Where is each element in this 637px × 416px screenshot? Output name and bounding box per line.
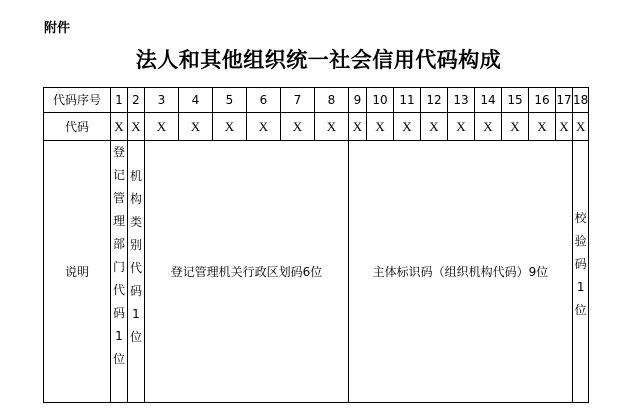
code-cell: X <box>315 113 349 141</box>
code-cell: X <box>281 113 315 141</box>
code-row <box>44 113 589 141</box>
org-category-text: 机 构 类 别 代 码 1 位 <box>129 169 142 344</box>
position-cell: 11 <box>394 88 421 113</box>
entity-id-desc: 主体标识码（组织机构代码）9位 <box>349 141 573 403</box>
credit-code-table <box>43 87 589 403</box>
position-cell: 17 <box>556 88 573 113</box>
position-cell: 8 <box>315 88 349 113</box>
registration-dept-text: 登 记 管 理 部 门 代 码 1 位 <box>112 145 125 366</box>
position-cell: 10 <box>367 88 394 113</box>
position-cell: 12 <box>421 88 448 113</box>
position-cell: 6 <box>247 88 281 113</box>
position-cell: 13 <box>448 88 475 113</box>
admin-region-desc: 登记管理机关行政区划码6位 <box>145 141 349 403</box>
code-cell: X <box>475 113 502 141</box>
code-cell: X <box>349 113 367 141</box>
code-cell: X <box>367 113 394 141</box>
registration-dept-desc <box>111 141 128 403</box>
code-cell: X <box>145 113 179 141</box>
position-cell: 15 <box>502 88 529 113</box>
code-cell: X <box>179 113 213 141</box>
code-cell: X <box>111 113 128 141</box>
row-header-seq: 代码序号 <box>44 88 111 113</box>
code-cell: X <box>128 113 145 141</box>
row-header-desc: 说明 <box>44 141 111 403</box>
position-cell: 18 <box>573 88 589 113</box>
sequence-row <box>44 88 589 113</box>
position-cell: 2 <box>128 88 145 113</box>
position-cell: 9 <box>349 88 367 113</box>
org-category-desc <box>128 141 145 403</box>
page-title: 法人和其他组织统一社会信用代码构成 <box>135 48 502 72</box>
position-cell: 3 <box>145 88 179 113</box>
code-cell: X <box>448 113 475 141</box>
code-cell: X <box>421 113 448 141</box>
check-digit-text: 校 验 码 1 位 <box>574 211 587 317</box>
check-digit-desc <box>573 141 589 403</box>
position-cell: 5 <box>213 88 247 113</box>
code-cell: X <box>573 113 589 141</box>
code-cell: X <box>247 113 281 141</box>
position-cell: 16 <box>529 88 556 113</box>
row-header-code: 代码 <box>44 113 111 141</box>
position-cell: 14 <box>475 88 502 113</box>
position-cell: 1 <box>111 88 128 113</box>
code-cell: X <box>556 113 573 141</box>
code-cell: X <box>394 113 421 141</box>
description-row <box>44 141 589 403</box>
code-cell: X <box>502 113 529 141</box>
position-cell: 4 <box>179 88 213 113</box>
attachment-label: 附件 <box>44 21 71 36</box>
position-cell: 7 <box>281 88 315 113</box>
code-cell: X <box>213 113 247 141</box>
code-cell: X <box>529 113 556 141</box>
